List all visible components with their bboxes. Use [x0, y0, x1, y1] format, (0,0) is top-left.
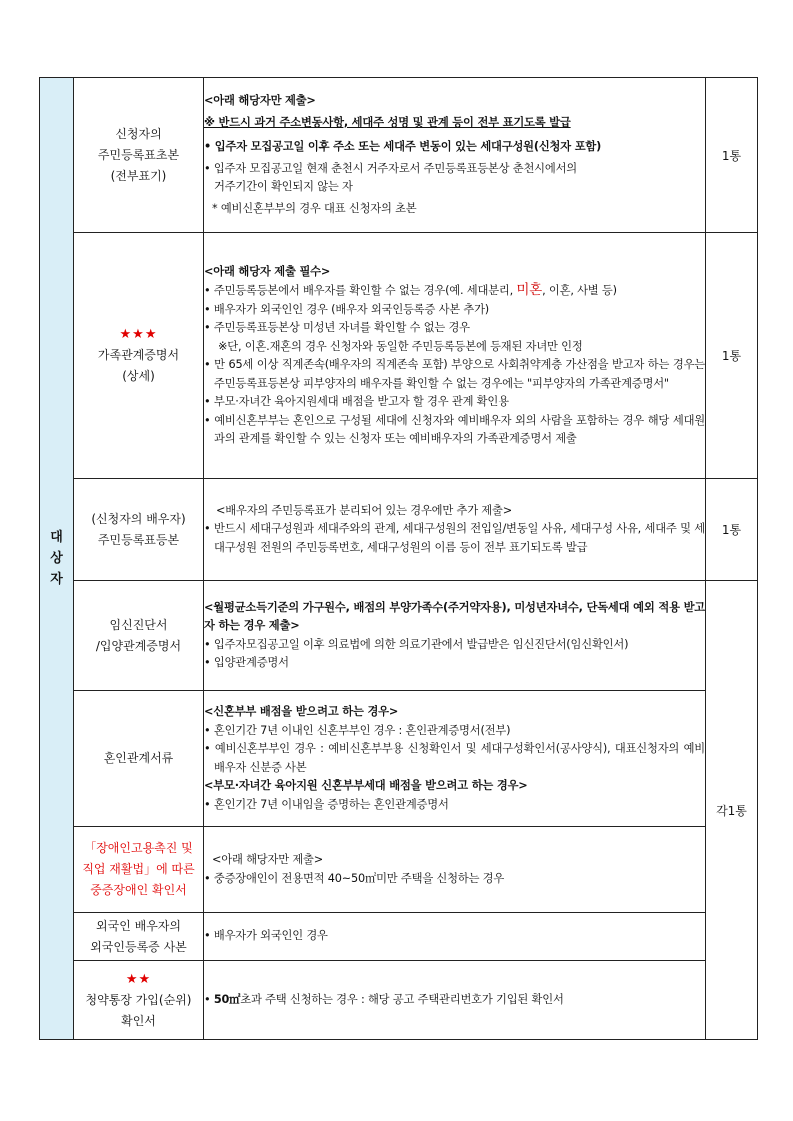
list-item: • 주민등록등본에서 배우자를 확인할 수 없는 경우(예. 세대분리, 미혼, 이혼, 사별 등) [204, 281, 705, 301]
document-name [74, 961, 204, 1040]
list-item: • 예비신혼부부인 경우 : 예비신혼부부용 신청확인서 및 세대구성확인서(공사양식), 대표신청자의 예비배우자 신분증 사본 [204, 740, 705, 777]
document-name [74, 913, 204, 961]
name-line: (상세) [122, 369, 155, 383]
name-line: 임신진단서 [109, 617, 168, 632]
list-item: • 혼인기간 7년 이내임을 증명하는 혼인관계증명서 [204, 796, 705, 815]
table-row [40, 581, 758, 691]
highlight-text: 미혼 [516, 282, 543, 298]
copy-count: 1통 [706, 233, 758, 479]
document-description [204, 913, 706, 961]
condition-header: <아래 해당자만 제출> [204, 94, 316, 107]
category-label [40, 78, 74, 1040]
list-item: • 주민등록표등본상 미성년 자녀를 확인할 수 없는 경우 [204, 319, 705, 338]
name-line: 외국인등록증 사본 [90, 939, 187, 954]
name-line: 중증장애인 확인서 [90, 883, 187, 897]
document-description [204, 581, 706, 691]
name-line: 주민등록표초본 [97, 147, 180, 162]
document-name [74, 78, 204, 233]
list-item: • 배우자가 외국인인 경우 [204, 927, 705, 946]
name-line: /입양관계증명서 [95, 638, 182, 653]
side-label: 대 상 자 [50, 530, 63, 587]
name-line: (신청자의 배우자) [91, 511, 186, 526]
name-line: 혼인관계서류 [103, 751, 174, 765]
table-row [40, 479, 758, 581]
list-item: • 입양관계증명서 [204, 654, 705, 673]
list-item: • 입주자모집공고일 이후 의료법에 의한 의료기관에서 발급받은 임신진단서(임신확인서) [204, 636, 705, 655]
condition-header: <아래 해당자만 제출> [212, 853, 324, 866]
name-line: (전부표기) [110, 168, 167, 183]
table-row [40, 827, 758, 913]
condition-header: <월평균소득기준의 가구원수, 배점의 부양가족수(주거약자용), 미성년자녀수, 단독세대 예외 적용 받고자 하는 경우 제출> [204, 600, 705, 632]
list-item: • 반드시 세대구성원과 세대주와의 관계, 세대구성원의 전입일/변동일 사유, 세대구성 사유, 세대주 및 세대구성원 전원의 주민등록번호, 세대구성원의 이름 등이 전부 표기되도록 발급 [204, 520, 705, 557]
table-row [40, 961, 758, 1040]
document-description [204, 691, 706, 827]
list-item: • 중증장애인이 전용면적 40~50㎡미만 주택을 신청하는 경우 [204, 870, 705, 889]
document-description [204, 479, 706, 581]
list-item: • 배우자가 외국인인 경우 (배우자 외국인등록증 사본 추가) [204, 301, 705, 320]
copy-count: 1통 [706, 479, 758, 581]
name-line: 신청자의 [115, 126, 162, 141]
list-item: • 입주자 모집공고일 이후 주소 또는 세대주 변동이 있는 세대구성원(신청자 포함) [204, 138, 705, 157]
name-line: 가족관계증명서 [97, 348, 180, 362]
shared-copy-count: 각1통 [706, 581, 758, 1040]
name-line: 청약통장 가입(순위) [85, 992, 192, 1007]
condition-header: <부모·자녀간 육아지원 신혼부부세대 배점을 받으려고 하는 경우> [204, 779, 528, 792]
name-line: 주민등록표등본 [97, 532, 180, 547]
importance-stars: ★★★ [119, 327, 158, 342]
required-documents-table [39, 77, 758, 1040]
document-name [74, 691, 204, 827]
list-item: • 50㎡초과 주택 신청하는 경우 : 해당 공고 주택관리번호가 기입된 확인서 [204, 991, 705, 1010]
list-note: ※단, 이혼.재혼의 경우 신청자와 동일한 주민등록등본에 등재된 자녀만 인정 [218, 339, 583, 353]
name-line: 「장애인고용촉진 및 [84, 841, 193, 855]
document-name [74, 479, 204, 581]
document-description [204, 78, 706, 233]
notice-text: ※ 반드시 과거 주소변동사항, 세대주 성명 및 관계 등이 전부 표기도록 발급 [204, 115, 571, 129]
name-line: 확인서 [121, 1013, 156, 1028]
table-row [40, 78, 758, 233]
footnote: * 예비신혼부부의 경우 대표 신청자의 초본 [212, 201, 417, 215]
copy-count: 1통 [706, 78, 758, 233]
condition-header: <신혼부부 배점을 받으려고 하는 경우> [204, 705, 399, 718]
table-row [40, 913, 758, 961]
document-name [74, 581, 204, 691]
condition-header: <아래 해당자 제출 필수> [204, 264, 331, 278]
name-line: 직업 재활법」에 따른 [82, 862, 195, 876]
table-row [40, 691, 758, 827]
table-row [40, 233, 758, 479]
name-line: 외국인 배우자의 [96, 918, 181, 933]
condition-header: <배우자의 주민등록표가 분리되어 있는 경우에만 추가 제출> [216, 503, 512, 517]
document-name [74, 827, 204, 913]
list-item: • 혼인기간 7년 이내인 신혼부부인 경우 : 혼인관계증명서(전부) [204, 722, 705, 741]
list-item: • 입주자 모집공고일 현재 춘천시 거주자로서 주민등록표등본상 춘천시에서의 [204, 160, 705, 179]
list-item: • 부모·자녀간 육아지원세대 배점을 받고자 할 경우 관계 확인용 [204, 393, 705, 412]
importance-stars: ★★ [125, 971, 152, 987]
document-description [204, 233, 706, 479]
list-item-continued: 거주기간이 확인되지 않는 자 [214, 180, 353, 193]
document-description [204, 827, 706, 913]
list-item: • 예비신혼부부는 혼인으로 구성될 세대에 신청자와 예비배우자 외의 사람을 포함하는 경우 해당 세대원과의 관계를 확인할 수 있는 신청자 또는 예비배우자의 가족관계증명서 제출 [204, 412, 705, 449]
list-item: • 만 65세 이상 직계존속(배우자의 직계존속 포함) 부양으로 사회취약계층 가산점을 받고자 하는 경우는 주민등록표등본상 피부양자의 배우자를 확인할 수 없는 경우에는 "피부양자의 가족관계증명서" [204, 356, 705, 393]
document-description [204, 961, 706, 1040]
document-name [74, 233, 204, 479]
